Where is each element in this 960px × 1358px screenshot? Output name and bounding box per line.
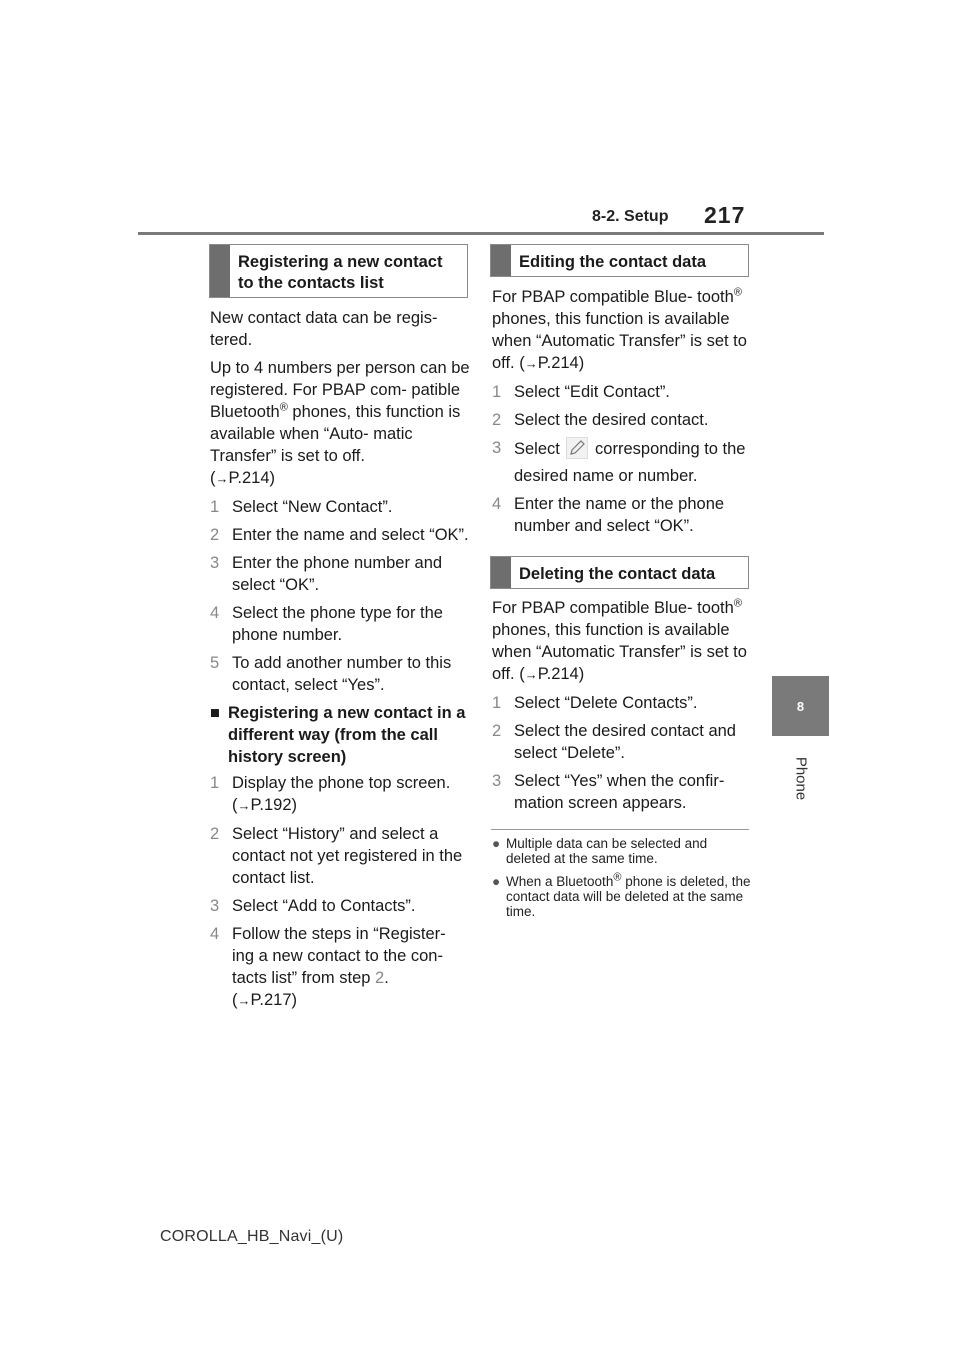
page-ref-link[interactable]: P.214 bbox=[537, 665, 579, 683]
header-rule bbox=[138, 232, 824, 235]
pencil-icon bbox=[566, 437, 588, 465]
arrow-right-icon: → bbox=[524, 667, 538, 682]
square-bullet-icon: ■ bbox=[210, 704, 220, 722]
section-title: 8-2. Setup bbox=[592, 208, 669, 225]
edit-intro: For PBAP compatible Blue- tooth® phones, this function is available when “Automatic Transfer” is set to off. (→P.214) bbox=[492, 286, 747, 372]
bullet-dot-icon: ● bbox=[492, 836, 501, 851]
intro-paragraph-2: Up to 4 numbers per person can be registered. For PBAP com- patible Bluetooth® phones, this function is available when “Auto- matic Transfer” is set to off. (→P.214) bbox=[210, 359, 470, 487]
step-2: 2 Enter the name and select “OK”. bbox=[210, 526, 469, 544]
sub-step-3: 3 Select “Add to Contacts”. bbox=[210, 897, 416, 915]
sub-step-1: 1 Display the phone top screen. (→P.192) bbox=[210, 774, 451, 814]
right-column-delete bbox=[492, 597, 750, 820]
step-3: 3 Enter the phone number and select “OK”. bbox=[210, 554, 443, 594]
heading-text: Editing the contact data bbox=[519, 253, 707, 271]
page-number: 217 bbox=[704, 202, 746, 228]
note-divider bbox=[491, 829, 749, 830]
edit-step-4: 4 Enter the name or the phone number and select “OK”. bbox=[492, 495, 725, 535]
delete-step-3: 3 Select “Yes” when the confir- mation screen appears. bbox=[492, 772, 725, 812]
chapter-label: Phone bbox=[792, 756, 810, 801]
arrow-right-icon: → bbox=[237, 993, 251, 1008]
heading-bar bbox=[491, 245, 511, 276]
step-1: 1 Select “New Contact”. bbox=[210, 498, 393, 516]
heading-register-new-contact bbox=[209, 244, 468, 298]
intro-paragraph: New contact data can be regis- tered. bbox=[210, 309, 438, 349]
chapter-tab[interactable] bbox=[772, 676, 829, 736]
edit-step-3: 3 Select corresponding to the desired name or number. bbox=[492, 439, 746, 485]
left-column bbox=[210, 307, 472, 1018]
note-item: ● When a Bluetooth® phone is deleted, the contact data will be deleted at the same time. bbox=[492, 871, 751, 919]
bullet-dot-icon: ● bbox=[492, 874, 501, 889]
heading-bar bbox=[491, 557, 511, 588]
arrow-right-icon: → bbox=[237, 798, 251, 813]
delete-intro: For PBAP compatible Blue- tooth® phones, this function is available when “Automatic Transfer” is set to off. (→P.214) bbox=[492, 597, 747, 683]
page-ref-link[interactable]: P.214 bbox=[228, 469, 270, 487]
delete-step-1: 1 Select “Delete Contacts”. bbox=[492, 694, 698, 712]
edit-step-2: 2 Select the desired contact. bbox=[492, 411, 709, 429]
note-item: ● Multiple data can be selected and deleted at the same time. bbox=[492, 836, 708, 866]
page-ref-link[interactable]: P.214 bbox=[537, 354, 579, 372]
right-column-edit bbox=[492, 286, 750, 543]
page-ref-link[interactable]: P.192 bbox=[250, 796, 292, 814]
edit-step-1: 1 Select “Edit Contact”. bbox=[492, 383, 670, 401]
heading-bar bbox=[210, 245, 230, 297]
notes bbox=[492, 836, 754, 927]
heading-deleting-contact bbox=[490, 556, 749, 589]
step-5: 5 To add another number to this contact, select “Yes”. bbox=[210, 654, 452, 694]
sub-step-4: 4 Follow the steps in “Register- ing a new contact to the con- tacts list” from step 2. (→P.217) bbox=[210, 925, 446, 1009]
chapter-number: 8 bbox=[796, 698, 805, 714]
subheading-call-history: ■ Registering a new contact in a different way (from the call history screen) bbox=[210, 704, 466, 766]
arrow-right-icon: → bbox=[215, 471, 229, 486]
document-id: COROLLA_HB_Navi_(U) bbox=[160, 1228, 344, 1245]
sub-step-2: 2 Select “History” and select a contact not yet registered in the contact list. bbox=[210, 825, 463, 887]
heading-text: Deleting the contact data bbox=[519, 565, 716, 583]
heading-text: Registering a new contact to the contacts list bbox=[238, 253, 443, 292]
delete-step-2: 2 Select the desired contact and select “Delete”. bbox=[492, 722, 736, 762]
arrow-right-icon: → bbox=[524, 356, 538, 371]
heading-editing-contact bbox=[490, 244, 749, 277]
step-4: 4 Select the phone type for the phone number. bbox=[210, 604, 443, 644]
page-ref-link[interactable]: P.217 bbox=[250, 991, 292, 1009]
